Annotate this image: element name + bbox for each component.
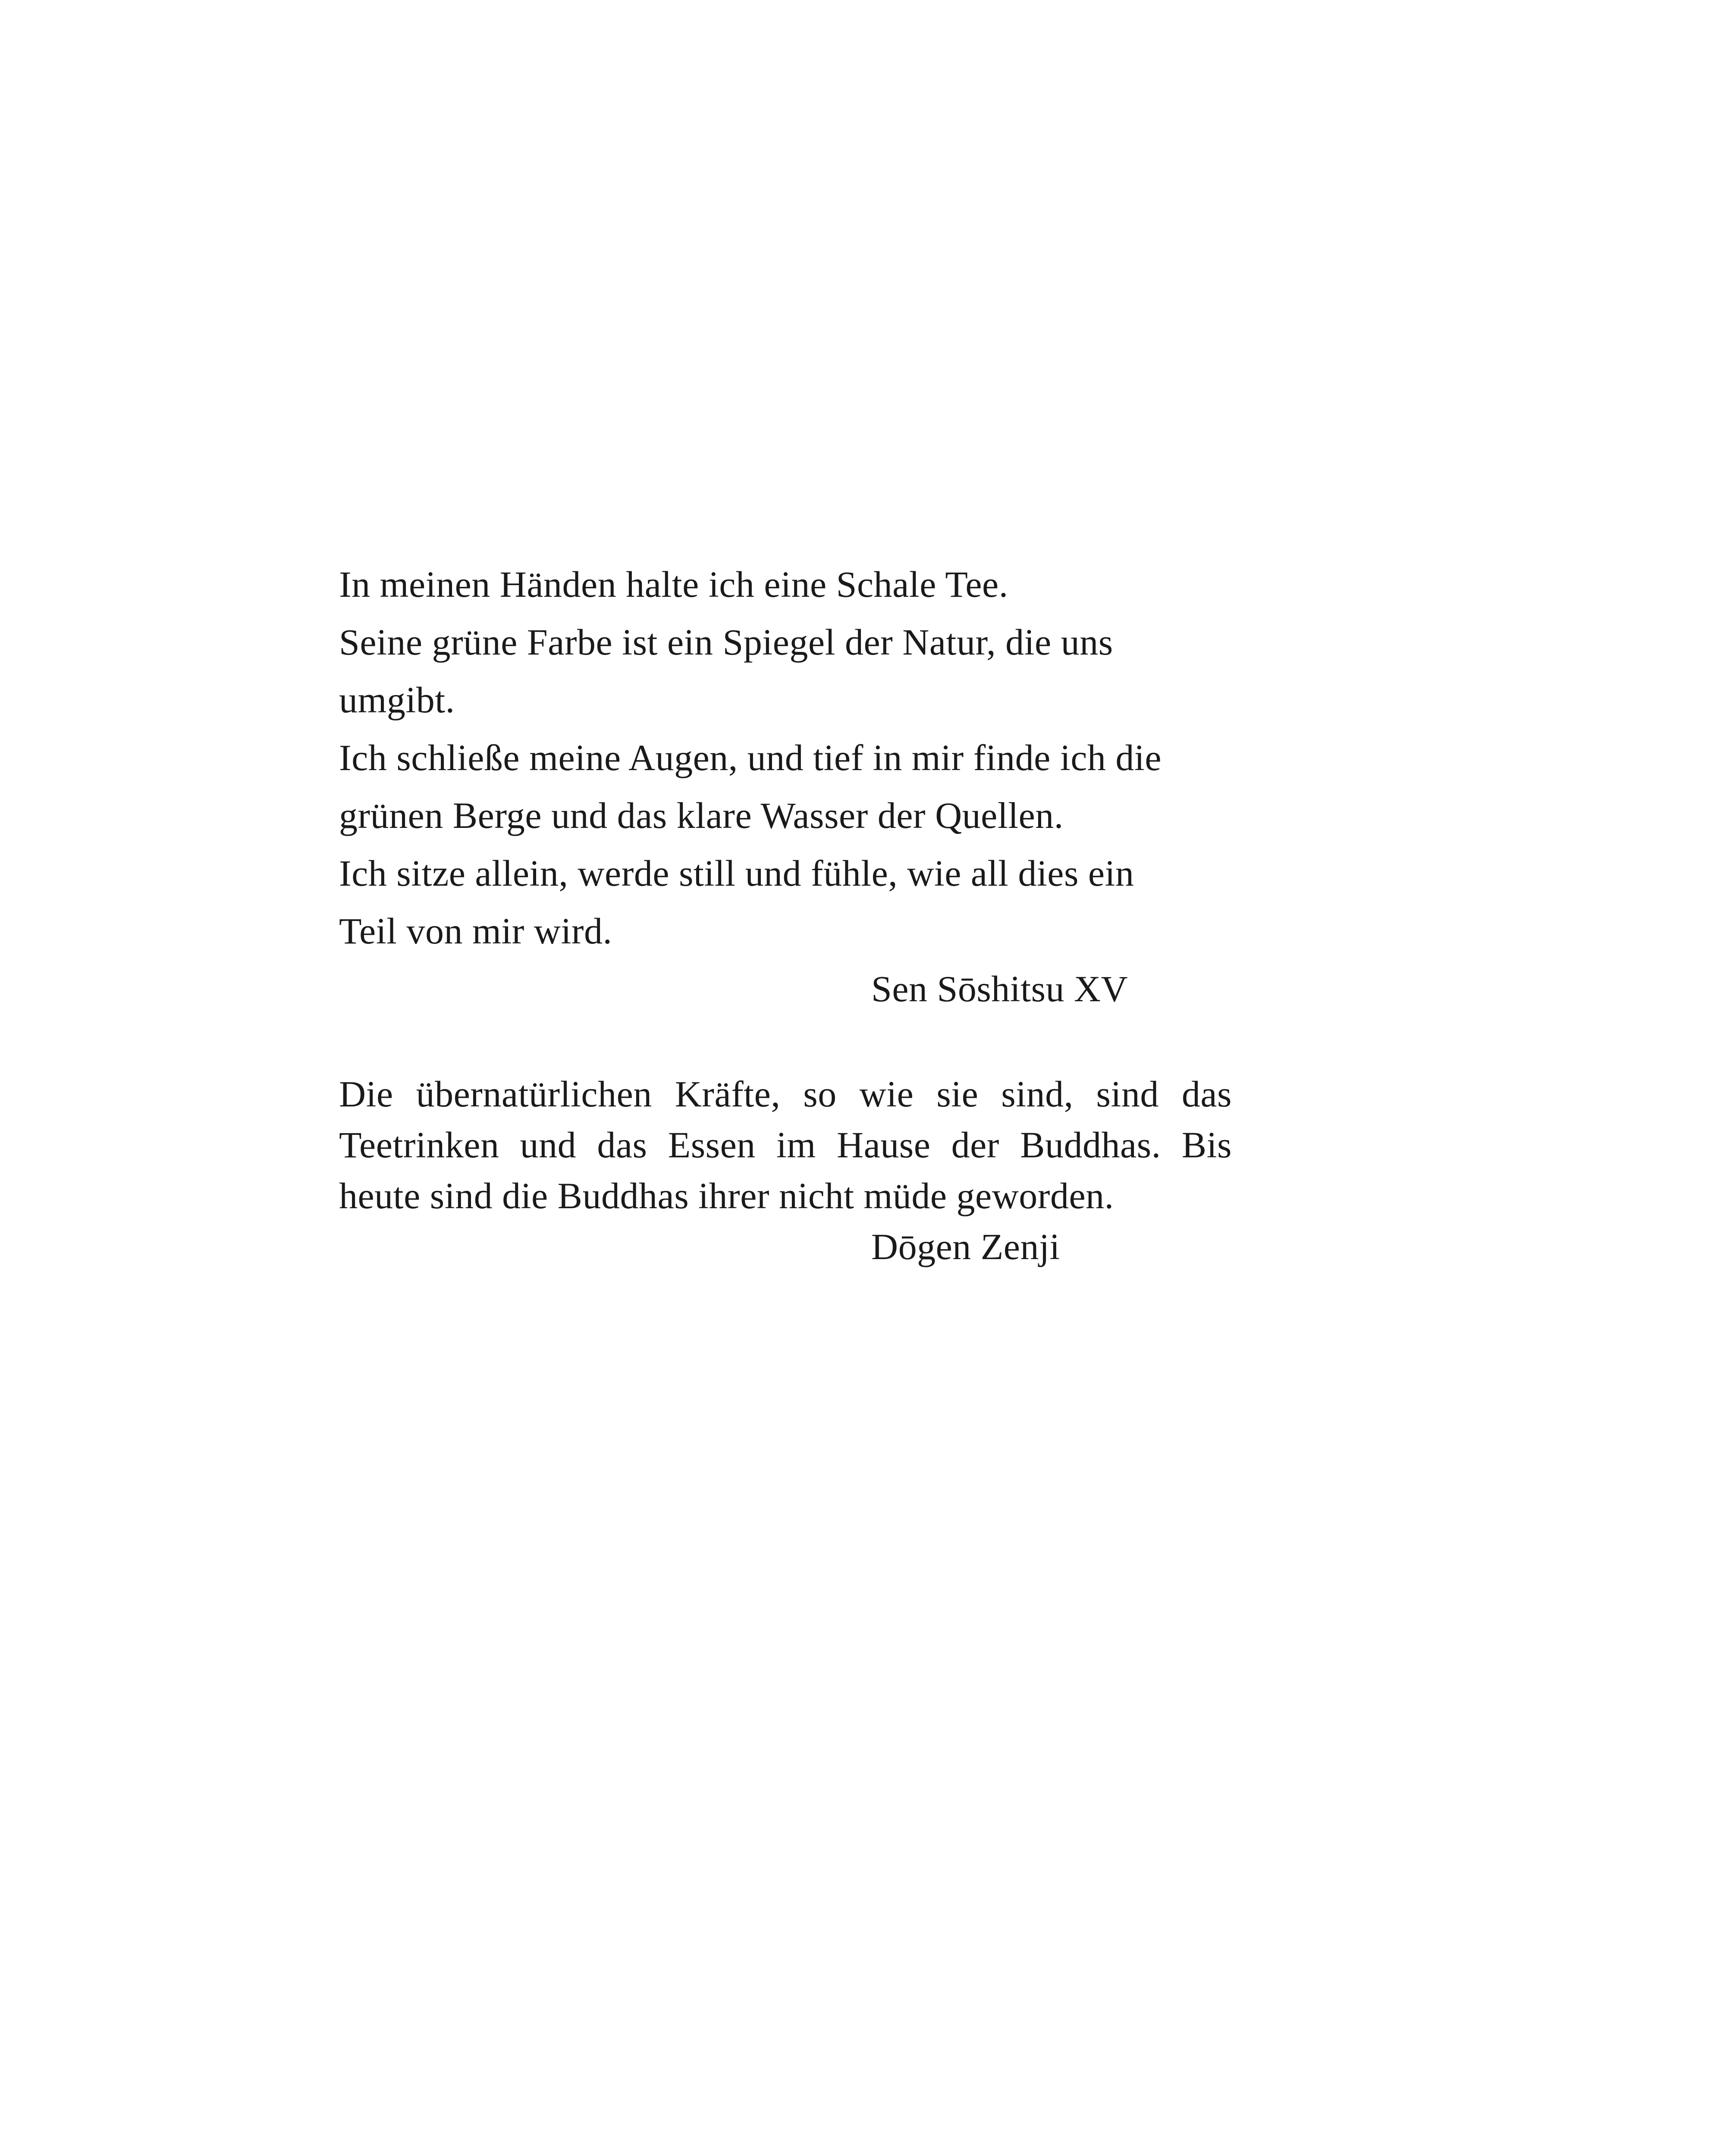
attribution-dogen-zenji: Dōgen Zenji bbox=[871, 1226, 1060, 1267]
quote-dogen-zenji bbox=[339, 1069, 1232, 1221]
attribution-sen-soshitsu: Sen Sōshitsu XV bbox=[871, 968, 1128, 1009]
quote-line: heute sind die Buddhas ihrer nicht müde geworden. bbox=[339, 1175, 1114, 1216]
quote-line: In meinen Händen halte ich eine Schale Tee. bbox=[339, 564, 1008, 605]
quote-line: Teil von mir wird. bbox=[339, 910, 612, 952]
quote-sen-soshitsu bbox=[339, 555, 1232, 960]
quote-line: Seine grüne Farbe ist ein Spiegel der Natur, die uns bbox=[339, 621, 1113, 663]
quote-line: grünen Berge und das klare Wasser der Quellen. bbox=[339, 795, 1064, 836]
quote-line: umgibt. bbox=[339, 679, 455, 721]
quote-line: Die übernatürlichen Kräfte, so wie sie sind, sind das bbox=[339, 1073, 1232, 1115]
quote-line: Teetrinken und das Essen im Hause der Buddhas. Bis bbox=[339, 1124, 1232, 1166]
quote-line: Ich sitze allein, werde still und fühle, wie all dies ein bbox=[339, 852, 1134, 894]
quote-line: Ich schließe meine Augen, und tief in mir finde ich die bbox=[339, 737, 1162, 778]
